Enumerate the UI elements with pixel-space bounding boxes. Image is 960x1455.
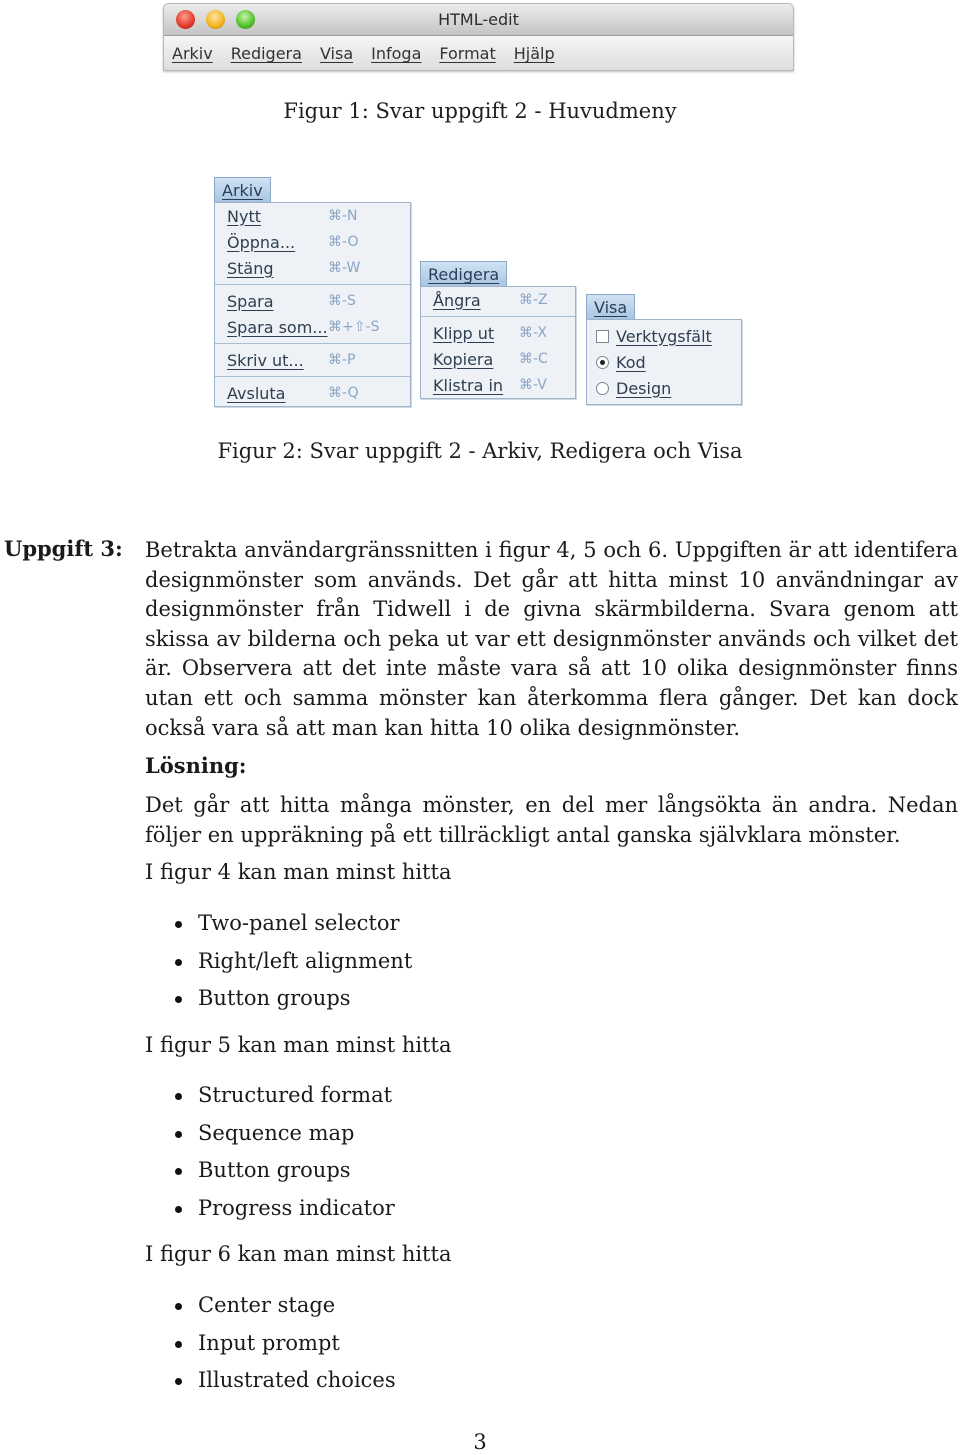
menu-item-klistra-in[interactable]: Klistra in ⌘-V [433,375,547,395]
menu-visa[interactable]: Visa [319,44,354,63]
solution-heading: Lösning: [145,753,247,778]
menu-separator [215,376,410,377]
redigera-menu-body [420,286,576,399]
menu-item-spara[interactable]: Spara ⌘-S [227,291,356,311]
menu-item-klipp-ut[interactable]: Klipp ut ⌘-X [433,323,547,343]
menu-redigera[interactable]: Redigera [230,44,302,63]
main-menubar [164,36,793,71]
menu-item-oppna[interactable]: Öppna... ⌘-O [227,232,359,252]
menu-format[interactable]: Format [439,44,496,63]
menu-separator [215,284,410,285]
list-fig5 [170,1077,395,1228]
list-item: Progress indicator [170,1190,395,1228]
menu-item-nytt[interactable]: Nytt ⌘-N [227,206,358,226]
arkiv-menu-body [214,202,411,407]
solution-intro: Det går att hitta många mönster, en del mer långsökta än andra. Nedan följer en uppräkning på ett tillräckligt antal ganska självklara mönster. [145,793,958,847]
menu-item-design[interactable]: Design [587,375,741,401]
menu-separator [215,343,410,344]
list-item: Illustrated choices [170,1362,396,1400]
list-fig4 [170,905,412,1018]
task-label: Uppgift 3: [4,536,123,561]
section-lead-fig5: I figur 5 kan man minst hitta [145,1033,452,1057]
menu-item-skriv-ut[interactable]: Skriv ut... ⌘-P [227,350,356,370]
arkiv-menu-title[interactable]: Arkiv [214,177,271,202]
menu-separator [421,316,575,317]
visa-menu [586,294,742,405]
redigera-menu [420,261,576,399]
section-lead-fig6: I figur 6 kan man minst hitta [145,1242,452,1266]
menu-item-kopiera[interactable]: Kopiera ⌘-C [433,349,548,369]
menu-hjalp[interactable]: Hjälp [513,44,555,63]
figure-1-caption: Figur 1: Svar uppgift 2 - Huvudmeny [283,99,677,123]
menu-arkiv[interactable]: Arkiv [172,44,213,63]
menu-item-angra[interactable]: Ångra ⌘-Z [433,290,548,310]
window-title: HTML-edit [438,10,519,29]
list-item: Button groups [170,1152,395,1190]
list-item: Input prompt [170,1325,396,1363]
list-item: Two-panel selector [170,905,412,943]
checkbox-icon [596,330,609,343]
menu-item-spara-som[interactable]: Spara som... ⌘+⇧-S [227,317,380,337]
menu-infoga[interactable]: Infoga [371,44,422,63]
menu-item-verktygsfalt[interactable]: Verktygsfält [587,323,741,349]
visa-menu-title[interactable]: Visa [586,294,635,319]
section-lead-fig4: I figur 4 kan man minst hitta [145,860,452,884]
list-item: Center stage [170,1287,396,1325]
radio-unselected-icon [596,382,609,395]
redigera-menu-title[interactable]: Redigera [420,261,507,286]
window-titlebar [164,4,793,36]
radio-selected-icon [596,356,609,369]
list-item: Right/left alignment [170,943,412,981]
task-text: Betrakta användargränssnitten i figur 4, 5 och 6. Uppgiften är att identifera designmönster som används. Det går att hitta minst 10 användningar av designmönster från Tidwell i de givna skärmbilderna. Svara genom att skissa av bilderna och peka ut var ett designmönster används och vilket det är. Observera att det inte måste vara så att 10 olika designmönster finns utan ett och samma mönster kan återkomma flera gånger. Det kan dock också vara så att man kan hitta 10 olika designmönster. [145,538,958,740]
figure-1-window [163,3,794,71]
arkiv-menu [214,177,411,407]
menu-item-kod[interactable]: Kod [587,349,741,375]
page-number: 3 [473,1430,487,1454]
list-item: Sequence map [170,1115,395,1153]
visa-menu-body [586,319,742,405]
list-item: Structured format [170,1077,395,1115]
figure-2-caption: Figur 2: Svar uppgift 2 - Arkiv, Redigera och Visa [217,439,743,463]
menu-item-avsluta[interactable]: Avsluta ⌘-Q [227,383,359,403]
menu-item-stang[interactable]: Stäng ⌘-W [227,258,361,278]
list-item: Button groups [170,980,412,1018]
list-fig6 [170,1287,396,1400]
